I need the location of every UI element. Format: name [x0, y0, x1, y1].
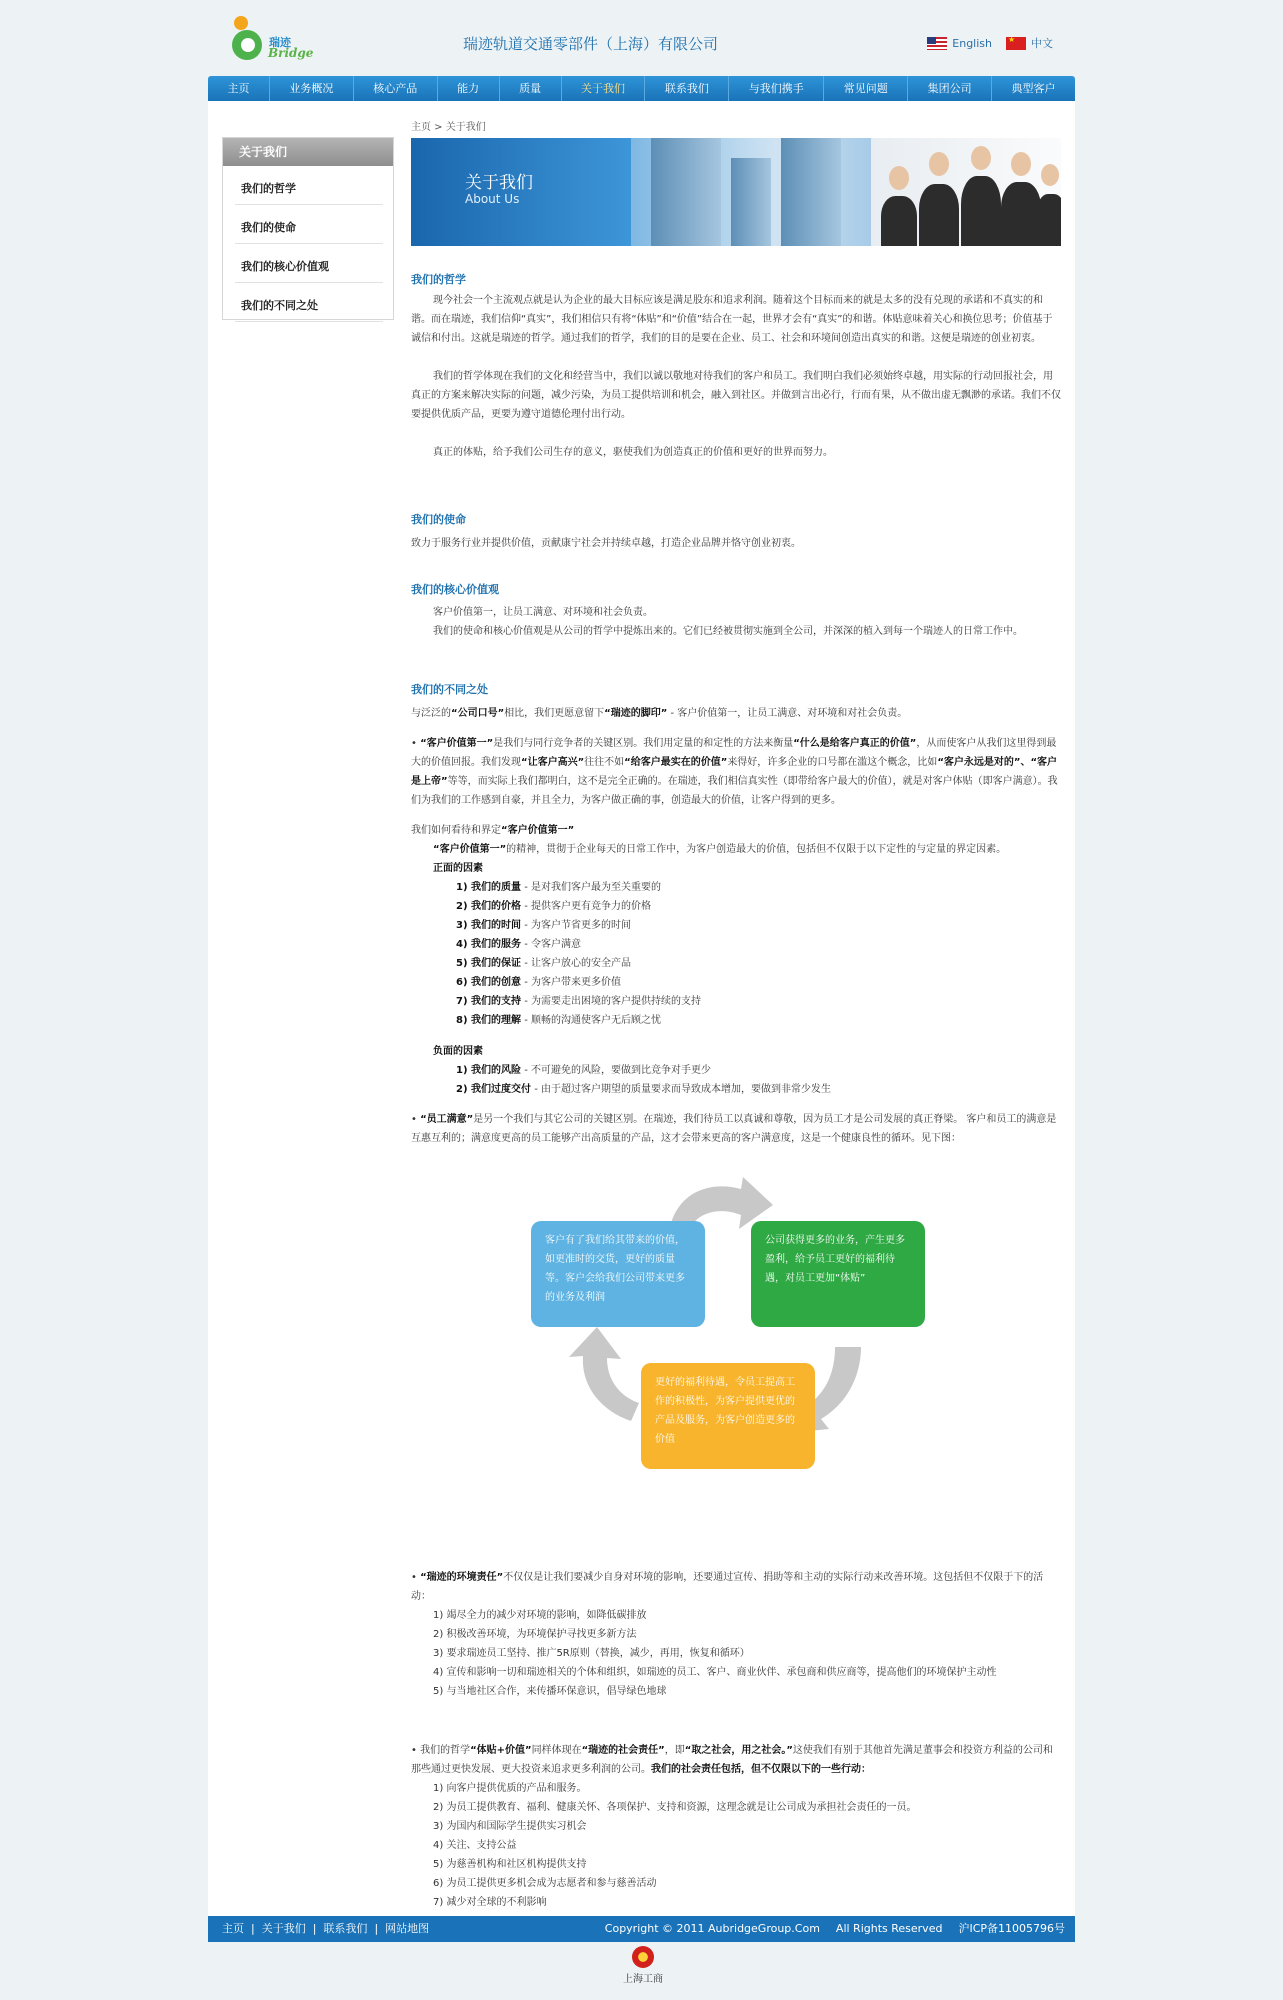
list-item: 4) 宣传和影响一切和瑞迹相关的个体和组织，如瑞迹的员工、客户、商业伙伴、承包商和供应商等，提高他们的环境保护主动性 — [433, 1667, 997, 1678]
environment-list — [411, 1606, 1061, 1701]
list-item: 1) 我们的质量 - 是对我们客户最为至关重要的 — [456, 882, 661, 893]
list-item: 1) 竭尽全力的减少对环境的影响，如降低碳排放 — [433, 1610, 647, 1621]
list-item: 4) 我们的服务 - 令客户满意 — [456, 939, 581, 950]
heading-mission: 我们的使命 — [411, 513, 466, 526]
main-body — [208, 101, 1075, 1916]
negative-list — [411, 1061, 1061, 1099]
rights: All Rights Reserved — [835, 1922, 943, 1935]
list-item: 6) 我们的创意 - 为客户带来更多价值 — [456, 977, 621, 988]
paragraph: • “瑞迹的环境责任”不仅仅是让我们要减少自身对环境的影响，还要通过宣传、捐助等和主动的实际行动来改善环境。这包括但不仅限于下的活动： — [411, 1572, 1044, 1602]
positive-list — [411, 878, 1061, 1030]
logo-icon — [232, 16, 262, 60]
business-license-badge[interactable] — [618, 1946, 668, 1996]
paragraph: 与泛泛的“公司口号”相比，我们更愿意留下“瑞迹的脚印” - 客户价值第一，让员工满意、对环境和对社会负责。 — [411, 708, 908, 719]
paragraph: 我们的哲学体现在我们的文化和经营当中，我们以诚以敬地对待我们的客户和员工。我们明白我们必须始终卓越，用实际的行动回报社会，用真正的方案来解决实际的问题，减少污染，为员工提供培训和机会，融入到社区。并做到言出必行，行而有果，从不做出虚无飘渺的承诺。我们不仅要提供优质产品，更要为遵守道德伦理付出行动。 — [411, 371, 1061, 420]
society-list — [411, 1779, 1061, 1912]
us-flag-icon — [927, 37, 947, 50]
nav-group[interactable]: 集团公司 — [908, 76, 992, 101]
main-nav — [208, 76, 1075, 101]
paragraph: 真正的体贴，给予我们公司生存的意义，驱使我们为创造真正的价值和更好的世界而努力。 — [433, 447, 833, 458]
logo-cn: 瑞迹 — [269, 36, 291, 49]
nav-capability[interactable]: 能力 — [438, 76, 500, 101]
nav-business[interactable]: 业务概况 — [270, 76, 354, 101]
environment-text — [411, 1568, 1061, 1701]
footer-link-home[interactable]: 主页 — [222, 1922, 244, 1935]
banner-title: 关于我们 — [465, 173, 533, 193]
list-item: 2) 积极改善环境，为环境保护寻找更多新方法 — [433, 1629, 637, 1640]
sidebar-title: 关于我们 — [223, 138, 393, 166]
list-item: 5) 为慈善机构和社区机构提供支持 — [433, 1859, 587, 1870]
cycle-box-employee: 更好的福利待遇，令员工提高工作的积极性，为客户提供更优的产品及服务，为客户创造更多的价值 — [641, 1363, 815, 1469]
paragraph: • “客户价值第一”是我们与同行竞争者的关键区别。我们用定量的和定性的方法来衡量“什么是给客户真正的价值”，从而使客户从我们这里得到最大的价值回报。我们发现“让客户高兴”往往不如“给客户最实在的价值”来得好，许多企业的口号都在滥这个概念，比如“客户永远是对的”、“客户是上帝”等等，而实际上我们都明白，这不是完全正确的。在瑞迹，我们相信真实性（即带给客户最大的价值），就是对客户体贴（即客户满意）。我们为我们的工作感到自豪，并且全力，为客户做正确的事，创造最大的价值，让客户得到的更多。 — [411, 738, 1058, 806]
icp-number[interactable]: 沪ICP备11005796号 — [958, 1922, 1065, 1935]
language-switcher — [927, 35, 1053, 51]
list-item: 4) 关注、支持公益 — [433, 1840, 517, 1851]
paragraph: 致力于服务行业并提供价值，贡献康宁社会并持续卓越，打造企业品牌并恪守创业初衷。 — [411, 538, 801, 549]
satisfaction-cycle-diagram — [531, 1171, 951, 1501]
footer-link-sitemap[interactable]: 网站地图 — [385, 1922, 430, 1935]
list-item: 1) 向客户提供优质的产品和服务。 — [433, 1783, 587, 1794]
header — [208, 0, 1075, 76]
sidebar-item-values[interactable]: 我们的核心价值观 — [235, 252, 383, 283]
positive-title: 正面的因素 — [433, 863, 483, 874]
list-item: 3) 要求瑞迹员工坚持、推广5R原则（替换，减少，再用，恢复和循环） — [433, 1648, 750, 1659]
nav-clients[interactable]: 典型客户 — [1011, 82, 1056, 95]
list-item: 1) 我们的风险 - 不可避免的风险，要做到比竞争对手更少 — [456, 1065, 711, 1076]
paragraph: 客户价值第一，让员工满意、对环境和社会负责。 — [433, 607, 653, 618]
list-item: 2) 我们过度交付 - 由于超过客户期望的质量要求而导致成本增加，要做到非常少发生 — [456, 1084, 831, 1095]
badge-label: 上海工商 — [623, 1974, 663, 1985]
list-item: 6) 为员工提供更多机会成为志愿者和参与慈善活动 — [433, 1878, 657, 1889]
nav-home[interactable]: 主页 — [208, 76, 270, 101]
nav-faq[interactable]: 常见问题 — [824, 76, 908, 101]
paragraph: “客户价值第一”的精神，贯彻于企业每天的日常工作中，为客户创造最大的价值，包括但不仅限于以下定性的与定量的界定因素。 — [433, 844, 1007, 855]
heading-difference: 我们的不同之处 — [411, 683, 488, 696]
copyright: Copyright © 2011 AubridgeGroup.Com — [604, 1922, 820, 1935]
sidebar-item-mission[interactable]: 我们的使命 — [235, 213, 383, 244]
list-item: 3) 我们的时间 - 为客户节省更多的时间 — [456, 920, 631, 931]
philosophy-text — [411, 291, 1061, 462]
sidebar — [222, 137, 394, 320]
paragraph: 我们的使命和核心价值观是从公司的哲学中提炼出来的。它们已经被贯彻实施到全公司，并深深的植入到每一个瑞迹人的日常工作中。 — [433, 626, 1023, 637]
page-wrapper — [208, 0, 1075, 1985]
list-item: 5) 我们的保证 - 让客户放心的安全产品 — [456, 958, 631, 969]
footer-links: 主页 | 关于我们 | 联系我们 | 网站地图 — [222, 1922, 430, 1935]
list-item: 7) 减少对全球的不利影响 — [433, 1897, 547, 1908]
nav-quality[interactable]: 质量 — [500, 76, 562, 101]
logo-en: Bridge — [268, 46, 314, 60]
banner-subtitle: About Us — [465, 192, 520, 206]
paragraph: • “员工满意”是另一个我们与其它公司的关键区别。在瑞迹，我们待员工以真诚和尊敬，因为员工才是公司发展的真正脊梁。 客户和员工的满意是互惠互利的；满意度更高的员工能够产出高质量的产品，这才会带来更高的客户满意度，这是一个健康良性的循环。见下图： — [411, 1114, 1057, 1144]
emblem-icon — [632, 1946, 654, 1968]
sidebar-item-philosophy[interactable]: 我们的哲学 — [235, 174, 383, 205]
list-item: 3) 为国内和国际学生提供实习机会 — [433, 1821, 587, 1832]
lang-chinese[interactable]: ★ 中文 — [1006, 35, 1053, 51]
cycle-box-company: 公司获得更多的业务，产生更多盈利，给予员工更好的福利待遇，对员工更加“体贴” — [751, 1221, 925, 1327]
list-item: 2) 我们的价格 - 提供客户更有竞争力的价格 — [456, 901, 651, 912]
heading-values: 我们的核心价值观 — [411, 583, 499, 596]
values-text — [411, 603, 1061, 641]
society-text — [411, 1741, 1061, 1912]
cn-flag-icon — [1006, 37, 1026, 50]
sidebar-item-difference[interactable]: 我们的不同之处 — [235, 291, 383, 322]
footer — [208, 1916, 1075, 1942]
footer-info — [605, 1916, 1065, 1942]
nav-contact[interactable]: 联系我们 — [645, 76, 729, 101]
difference-text — [411, 704, 1061, 1148]
nav-products[interactable]: 核心产品 — [354, 76, 438, 101]
list-item: 8) 我们的理解 - 顺畅的沟通使客户无后顾之忧 — [456, 1015, 661, 1026]
about-banner — [411, 138, 1061, 246]
lang-english[interactable]: English — [927, 35, 992, 51]
mission-text — [411, 534, 1061, 553]
cycle-box-customer: 客户有了我们给其带来的价值，如更准时的交货，更好的质量等。客户会给我们公司带来更多的业务及利润 — [531, 1221, 705, 1327]
paragraph: 现今社会一个主流观点就是认为企业的最大目标应该是满足股东和追求利润。随着这个目标而来的就是太多的没有兑现的承诺和不真实的和谐。而在瑞迹，我们信仰“真实”，我们相信只有将“体贴”和“价值”结合在一起，世界才会有“真实”的和谐。体贴意味着关心和换位思考；价值基于诚信和付出。这就是瑞迹的哲学。通过我们的哲学，我们的目的是要在企业、员工、社会和环境间创造出真实的和谐。这便是瑞迹的创业初衷。 — [411, 295, 1053, 344]
nav-partner[interactable]: 与我们携手 — [729, 76, 824, 101]
arrow-left — [569, 1327, 639, 1421]
negative-title: 负面的因素 — [433, 1046, 483, 1057]
footer-link-contact[interactable]: 联系我们 — [323, 1922, 368, 1935]
heading-philosophy: 我们的哲学 — [411, 273, 466, 286]
list-item: 2) 为员工提供教育、福利、健康关怀、各项保护、支持和资源，这理念就是让公司成为承担社会责任的一员。 — [433, 1802, 917, 1813]
footer-link-about[interactable]: 关于我们 — [261, 1922, 306, 1935]
paragraph: 我们如何看待和界定“客户价值第一” — [411, 825, 575, 836]
logo[interactable] — [232, 16, 322, 62]
paragraph: • 我们的哲学“体贴+价值”同样体现在“瑞迹的社会责任”，即“取之社会，用之社会。”这使我们有别于其他首先满足董事会和投资方利益的公司和那些通过更快发展、更大投资来追求更多利润的公司。我们的社会责任包括，但不仅限以下的一些行动： — [411, 1745, 1053, 1775]
company-name: 瑞迹轨道交通零部件（上海）有限公司 — [463, 35, 719, 53]
breadcrumb[interactable]: 主页 > 关于我们 — [411, 122, 486, 133]
list-item: 5) 与当地社区合作，来传播环保意识，倡导绿色地球 — [433, 1686, 667, 1697]
nav-about[interactable]: 关于我们 — [562, 76, 646, 101]
list-item: 7) 我们的支持 - 为需要走出困境的客户提供持续的支持 — [456, 996, 701, 1007]
